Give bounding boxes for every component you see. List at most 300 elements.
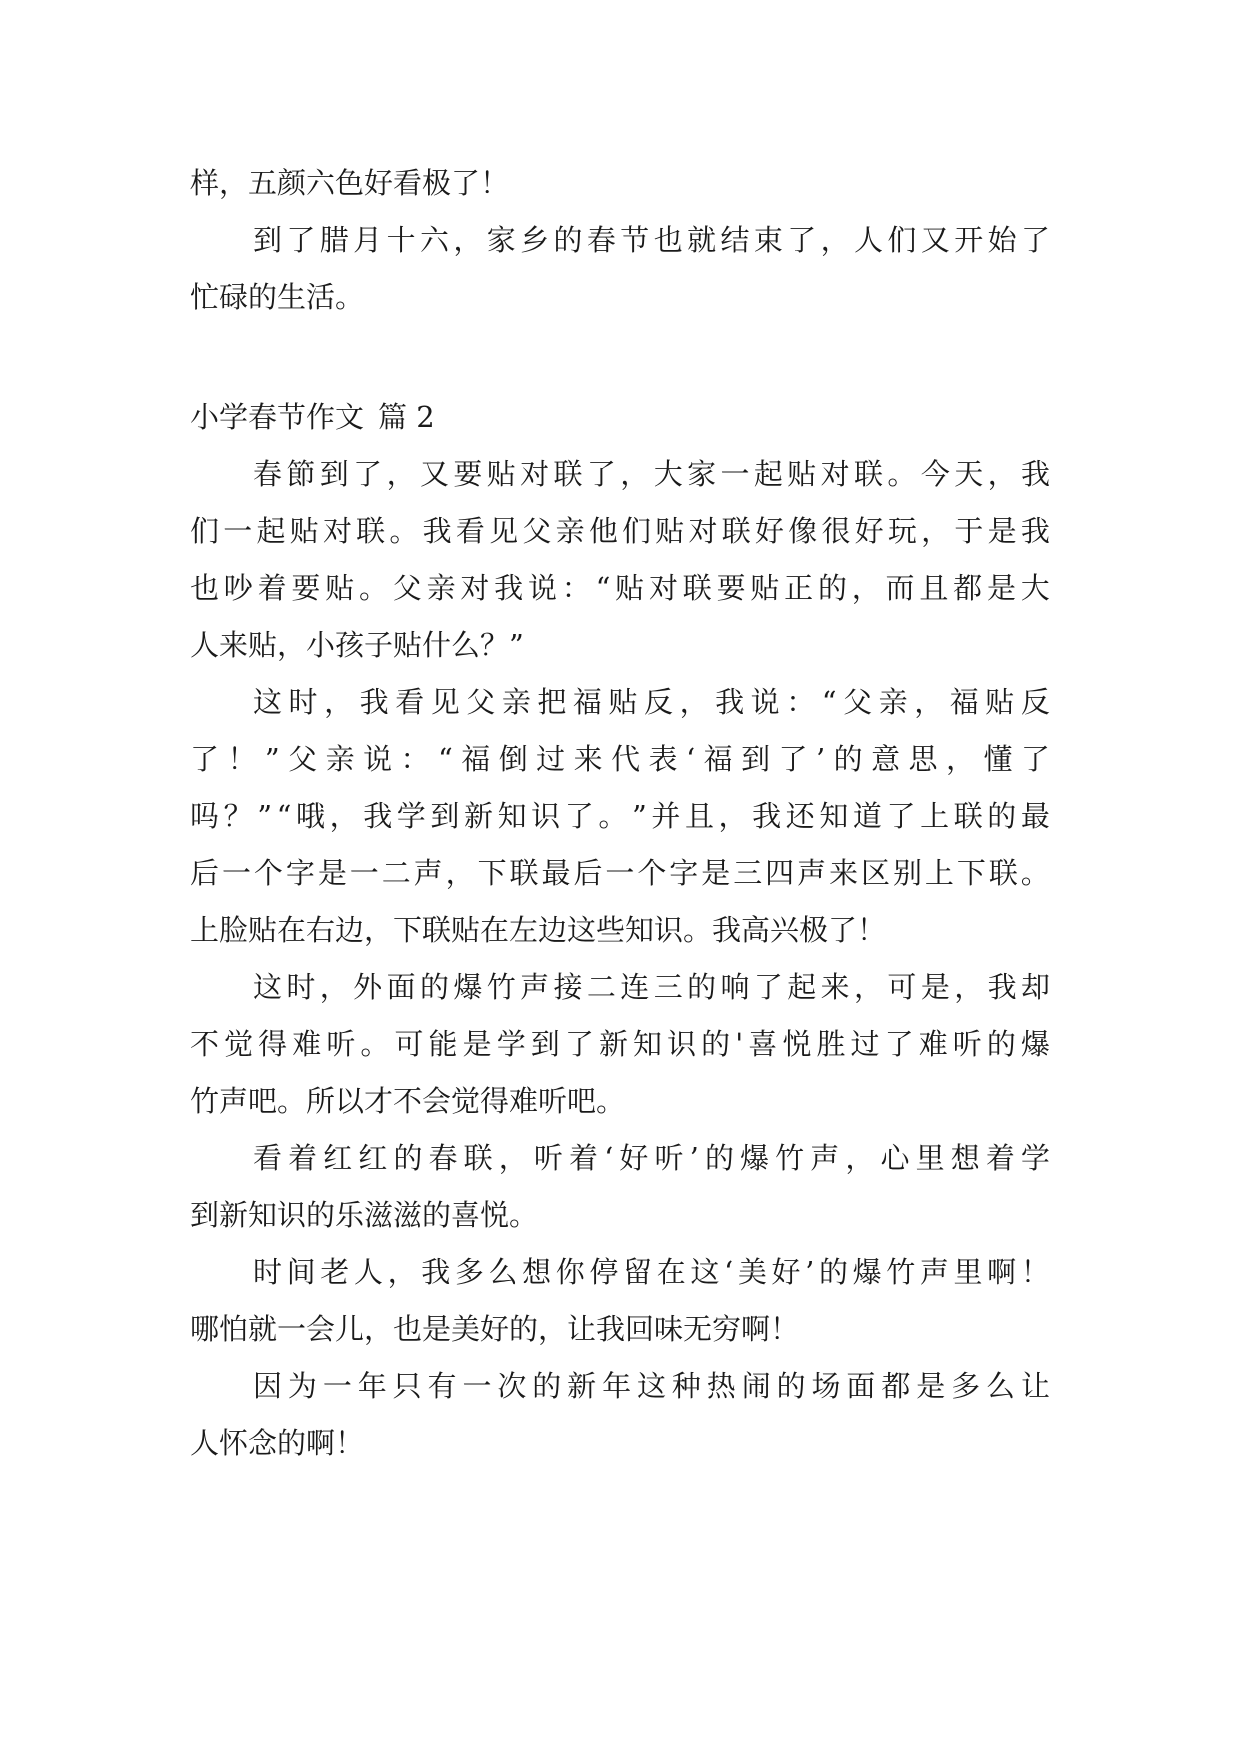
char: 了 [564, 1027, 594, 1061]
char: 别 [892, 856, 922, 890]
text-line [190, 853, 1050, 893]
char: 天 [954, 457, 984, 491]
char: 就 [687, 223, 717, 257]
char: 字 [669, 856, 699, 890]
char: 联 [553, 457, 583, 491]
char: ， [987, 457, 1017, 491]
text-line: 忙碌的生活。 [190, 280, 365, 314]
char: 联 [463, 1141, 493, 1175]
char: 。 [360, 1027, 390, 1061]
char: 喜 [748, 1027, 778, 1061]
char: 下 [477, 856, 507, 890]
char: 我 [422, 514, 452, 548]
char: 是 [916, 1369, 946, 1403]
char: ， [946, 742, 976, 776]
char: 新 [598, 1027, 628, 1061]
char: 父 [843, 685, 873, 719]
char: 觉 [224, 1027, 254, 1061]
char: “ [276, 799, 292, 833]
char: 连 [620, 970, 650, 1004]
char: 爆 [453, 970, 483, 1004]
char: ” [631, 799, 647, 833]
char: ， [498, 1141, 528, 1175]
char: 难 [918, 1027, 948, 1061]
char: 多 [951, 1369, 981, 1403]
char: 对 [520, 457, 550, 491]
char: 一 [605, 856, 635, 890]
char: 得 [258, 1027, 288, 1061]
char: 一 [221, 856, 251, 890]
char: ， [679, 685, 709, 719]
char: 贴 [750, 571, 780, 605]
char: 们 [887, 223, 917, 257]
char: 上 [920, 799, 950, 833]
char: 想 [950, 1141, 980, 1175]
char: 亲 [501, 685, 531, 719]
char: 贴 [289, 514, 319, 548]
char: 联 [988, 856, 1018, 890]
char: 可 [887, 970, 917, 1004]
char: 对 [688, 514, 718, 548]
char: 竹 [486, 970, 516, 1004]
char: 亲 [325, 742, 355, 776]
char: 并 [651, 799, 681, 833]
char: 上 [924, 856, 954, 890]
char: 爆 [852, 1255, 882, 1289]
char: 六 [419, 223, 449, 257]
char: 我 [494, 571, 524, 605]
char: 种 [671, 1369, 701, 1403]
char: 的 [986, 1027, 1016, 1061]
heading-title: 小学春节作文 [190, 400, 365, 434]
char: 乡 [520, 223, 550, 257]
char: 四 [765, 856, 795, 890]
char: 亲 [878, 685, 908, 719]
char: 人 [353, 1255, 383, 1289]
char: 一 [720, 457, 750, 491]
char: 我 [421, 1255, 451, 1289]
char: 了 [286, 223, 316, 257]
char: 悦 [782, 1027, 812, 1061]
char: 三 [733, 856, 763, 890]
char: 家 [486, 223, 516, 257]
char: 且 [684, 799, 714, 833]
char: 看 [455, 514, 485, 548]
char: 们 [190, 514, 220, 548]
char: 是 [317, 856, 347, 890]
char: “ [821, 685, 837, 719]
char: 联 [356, 514, 386, 548]
paragraph-first-line [253, 220, 1050, 260]
char: 么 [986, 1369, 1016, 1403]
char: 着 [985, 1141, 1015, 1175]
char: 多 [454, 1255, 484, 1289]
char: 道 [852, 799, 882, 833]
text-line [190, 739, 1050, 779]
char: 们 [622, 514, 652, 548]
char: 爆 [1020, 1027, 1050, 1061]
char: 对 [648, 571, 678, 605]
char: 到 [430, 799, 460, 833]
char: 知 [497, 799, 527, 833]
text-line: 到新知识的乐滋滋的喜悦。 [190, 1198, 539, 1232]
char: 了 [886, 799, 916, 833]
char: 的 [776, 1369, 806, 1403]
char: 的 [393, 1141, 423, 1175]
char: 可 [394, 1027, 424, 1061]
char: 吗 [190, 799, 220, 833]
char: 新 [463, 799, 493, 833]
char: 见 [489, 514, 519, 548]
char: 的 [701, 1027, 731, 1061]
char: ， [851, 571, 881, 605]
char: 字 [285, 856, 315, 890]
char: 起 [256, 514, 286, 548]
char: 贴 [486, 457, 516, 491]
char: 这 [253, 970, 283, 1004]
char: 里 [953, 1255, 983, 1289]
char: 吵 [223, 571, 253, 605]
text-line [190, 511, 1050, 551]
char: 了 [884, 1027, 914, 1061]
char: 的 [419, 970, 449, 1004]
char: 是 [987, 514, 1017, 548]
char: 有 [427, 1369, 457, 1403]
char: 又 [419, 457, 449, 491]
char: ‘ [723, 1255, 734, 1289]
char: ， [845, 1141, 875, 1175]
char: 二 [381, 856, 411, 890]
char: 联 [854, 457, 884, 491]
char: 看 [253, 1141, 283, 1175]
char: 说 [363, 742, 393, 776]
char: ， [914, 685, 944, 719]
char: 难 [292, 1027, 322, 1061]
char: ， [324, 685, 354, 719]
char: 贴 [325, 571, 355, 605]
char: ， [620, 457, 650, 491]
char: 父 [288, 742, 318, 776]
paragraph-first-line [253, 1366, 1050, 1406]
char: 后 [573, 856, 603, 890]
text-line [190, 1024, 1050, 1064]
char: 大 [653, 457, 683, 491]
char: 福 [703, 742, 733, 776]
char: 了 [1020, 742, 1050, 776]
char: 父 [392, 571, 422, 605]
char: 因 [253, 1369, 283, 1403]
char: 到 [530, 1027, 560, 1061]
char: 下 [956, 856, 986, 890]
char: ， [820, 223, 850, 257]
char: 看 [395, 685, 425, 719]
char: 。 [887, 457, 917, 491]
char: ！ [227, 742, 257, 776]
char: 却 [1020, 970, 1050, 1004]
char: 学 [396, 799, 426, 833]
char: 反 [1020, 685, 1050, 719]
paragraph-first-line [253, 967, 1050, 1007]
char: 表 [648, 742, 678, 776]
char: 了 [778, 742, 808, 776]
char: 识 [531, 799, 561, 833]
char: 思 [908, 742, 938, 776]
heading-number: 篇 2 [378, 400, 435, 434]
char: ！ [1020, 1255, 1050, 1289]
char: 最 [1020, 799, 1050, 833]
char: 时 [253, 1255, 283, 1289]
char: 亲 [426, 571, 456, 605]
char: 大 [1020, 571, 1050, 605]
char: 節 [286, 457, 316, 491]
char: 很 [821, 514, 851, 548]
char: 联 [682, 571, 712, 605]
paragraph-first-line [253, 682, 1050, 722]
char: 十 [386, 223, 416, 257]
char: 间 [286, 1255, 316, 1289]
char: 而 [885, 571, 915, 605]
char: ： [561, 571, 591, 605]
char: 束 [753, 223, 783, 257]
char: 这 [636, 1369, 666, 1403]
char: 个 [637, 856, 667, 890]
char: 始 [987, 223, 1017, 257]
char: 哦 [296, 799, 326, 833]
char: 声 [919, 1255, 949, 1289]
char: 老 [320, 1255, 350, 1289]
char: 亲 [555, 514, 585, 548]
char: ， [386, 457, 416, 491]
char: 像 [788, 514, 818, 548]
char: 福 [949, 685, 979, 719]
char: ’ [815, 742, 826, 776]
char: 贴 [985, 685, 1015, 719]
char: 面 [386, 970, 416, 1004]
char: 着 [288, 1141, 318, 1175]
char: 也 [653, 223, 683, 257]
char: 留 [623, 1255, 653, 1289]
char: 知 [633, 1027, 663, 1061]
char: 的 [833, 742, 863, 776]
char: 是 [462, 1027, 492, 1061]
char: 了 [564, 799, 594, 833]
char: 面 [846, 1369, 876, 1403]
char: 了 [787, 223, 817, 257]
char: 起 [753, 457, 783, 491]
char: 红 [323, 1141, 353, 1175]
char: 贴 [615, 571, 645, 605]
char: 于 [954, 514, 984, 548]
text-line: 人来贴，小孩子贴什么？” [190, 628, 524, 662]
char: 年 [602, 1369, 632, 1403]
char: 今 [920, 457, 950, 491]
char: 么 [488, 1255, 518, 1289]
char: 起 [787, 970, 817, 1004]
char: 响 [720, 970, 750, 1004]
char: 到 [319, 457, 349, 491]
char: ， [854, 970, 884, 1004]
text-line [190, 796, 1050, 836]
char: 是 [701, 856, 731, 890]
char: 了 [353, 457, 383, 491]
char: 联 [509, 856, 539, 890]
char: 声 [797, 856, 827, 890]
char: ， [453, 223, 483, 257]
char: 里 [915, 1141, 945, 1175]
char: 联 [953, 799, 983, 833]
char: ： [786, 685, 816, 719]
char: 贴 [655, 514, 685, 548]
char: 好 [771, 1255, 801, 1289]
char: 父 [466, 685, 496, 719]
char: 学 [496, 1027, 526, 1061]
char: 红 [358, 1141, 388, 1175]
char: 说 [527, 571, 557, 605]
char: 我 [987, 970, 1017, 1004]
char: ‘ [685, 742, 696, 776]
char: ” [257, 799, 273, 833]
char: 声 [413, 856, 443, 890]
char: 停 [589, 1255, 619, 1289]
char: 是 [986, 571, 1016, 605]
char: 好 [619, 1141, 649, 1175]
char: 又 [920, 223, 950, 257]
char: 父 [522, 514, 552, 548]
char: 闹 [741, 1369, 771, 1403]
char: 这 [690, 1255, 720, 1289]
char: 只 [392, 1369, 422, 1403]
char: 好 [754, 514, 784, 548]
char: 说 [750, 685, 780, 719]
char: 他 [588, 514, 618, 548]
char: 着 [257, 571, 287, 605]
char: ， [718, 799, 748, 833]
char: 还 [785, 799, 815, 833]
char: 知 [819, 799, 849, 833]
char: 到 [253, 223, 283, 257]
char: 后 [190, 856, 220, 890]
char: 了 [1020, 223, 1050, 257]
char: 月 [353, 223, 383, 257]
char: ’ [805, 1255, 815, 1289]
char: 外 [353, 970, 383, 1004]
char: 三 [653, 970, 683, 1004]
char: 人 [854, 223, 884, 257]
text-line: 上脸贴在右边，下联贴在左边这些知识。我高兴极了！ [190, 913, 887, 947]
char: 时 [288, 685, 318, 719]
char: 意 [871, 742, 901, 776]
char: 的 [532, 1369, 562, 1403]
char: 我 [752, 799, 782, 833]
char: 最 [541, 856, 571, 890]
char: 贴 [608, 685, 638, 719]
char: 到 [741, 742, 771, 776]
char: 家 [687, 457, 717, 491]
char: 开 [954, 223, 984, 257]
text-line: 人怀念的啊！ [190, 1426, 365, 1460]
char: ， [445, 856, 475, 890]
char: 一 [462, 1369, 492, 1403]
char: 来 [573, 742, 603, 776]
char: 来 [829, 856, 859, 890]
char: 心 [880, 1141, 910, 1175]
char: 你 [555, 1255, 585, 1289]
char: ’ [689, 1141, 699, 1175]
char: 一 [322, 1369, 352, 1403]
char: 懂 [983, 742, 1013, 776]
char: 听 [952, 1027, 982, 1061]
char: 来 [820, 970, 850, 1004]
char: 腊 [319, 223, 349, 257]
char: 好 [854, 514, 884, 548]
char: 的 [817, 571, 847, 605]
char: 春 [253, 457, 283, 491]
text-line: 竹声吧。所以才不会觉得难听吧。 [190, 1084, 626, 1118]
char: ” [264, 742, 280, 776]
char: ， [329, 799, 359, 833]
char: 福 [572, 685, 602, 719]
char: ， [954, 970, 984, 1004]
char: 。 [358, 571, 388, 605]
paragraph-first-line [253, 1252, 1050, 1292]
char: 是 [920, 970, 950, 1004]
char: 竹 [886, 1255, 916, 1289]
char: 我 [359, 685, 389, 719]
char: 玩 [887, 514, 917, 548]
char: 也 [190, 571, 220, 605]
char: ， [921, 514, 951, 548]
char: 代 [611, 742, 641, 776]
char: 的 [818, 1255, 848, 1289]
char: 时 [286, 970, 316, 1004]
char: 区 [861, 856, 891, 890]
char: 。 [1020, 856, 1050, 890]
char: 这 [253, 685, 283, 719]
char: 热 [706, 1369, 736, 1403]
char: 春 [586, 223, 616, 257]
char: 我 [1020, 457, 1050, 491]
char: 对 [460, 571, 490, 605]
char: 不 [190, 1027, 220, 1061]
char: 见 [430, 685, 460, 719]
char: 新 [567, 1369, 597, 1403]
char: 都 [953, 571, 983, 605]
char: 对 [820, 457, 850, 491]
char: 能 [428, 1027, 458, 1061]
char: 接 [553, 970, 583, 1004]
char: 听 [533, 1141, 563, 1175]
char: “ [437, 742, 453, 776]
char: 了 [190, 742, 220, 776]
char: 的 [553, 223, 583, 257]
char: 听 [654, 1141, 684, 1175]
char: 节 [620, 223, 650, 257]
char: 声 [810, 1141, 840, 1175]
char: 过 [536, 742, 566, 776]
char: 。 [598, 799, 628, 833]
char: 正 [784, 571, 814, 605]
char: 倒 [498, 742, 528, 776]
char: ， [319, 970, 349, 1004]
char: 年 [357, 1369, 387, 1403]
char: 过 [850, 1027, 880, 1061]
char: 把 [537, 685, 567, 719]
char: 反 [644, 685, 674, 719]
char: 的 [687, 970, 717, 1004]
char: ？ [223, 799, 253, 833]
char: 啊 [987, 1255, 1017, 1289]
char: 的 [704, 1141, 734, 1175]
